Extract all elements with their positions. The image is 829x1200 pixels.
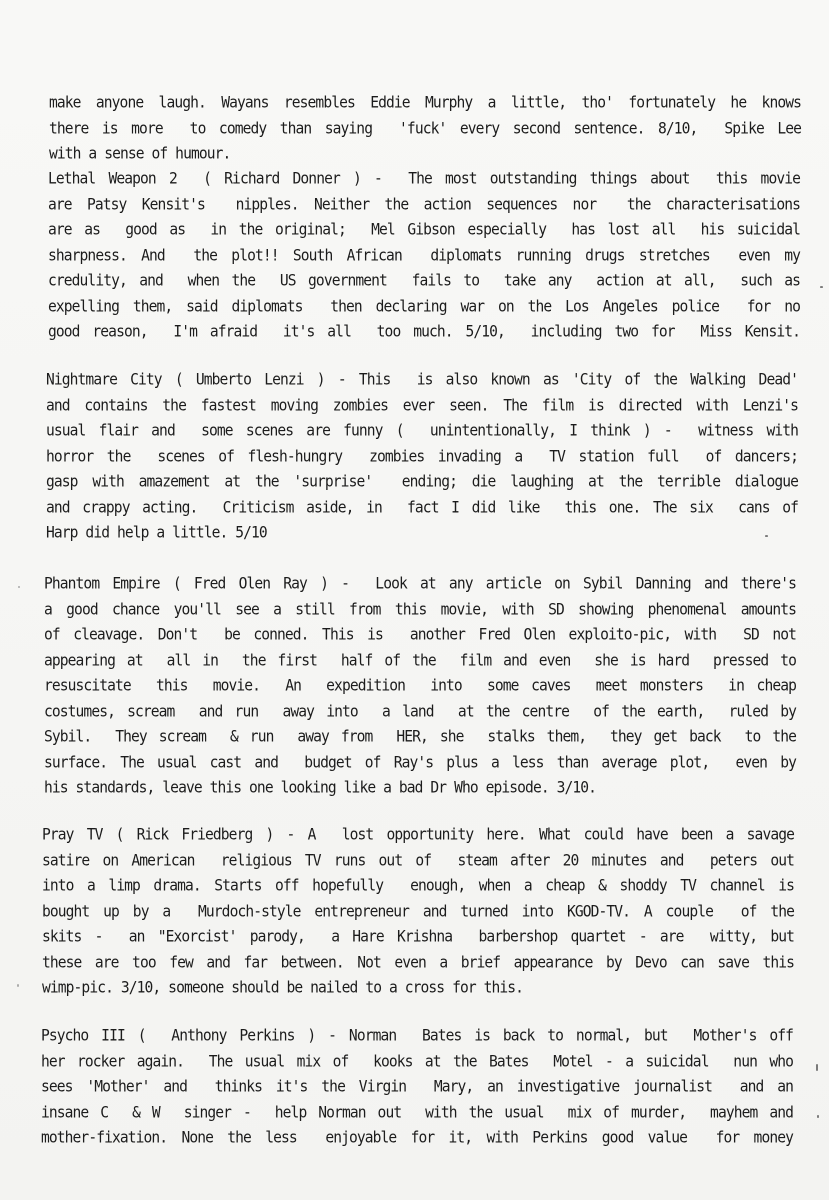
text-line: are Patsy Kensit's nipples. Neither the action sequences nor the characterisations (48, 194, 800, 214)
text-line: Sybil. They scream & run away from HER, she stalks them, they get back to the (44, 727, 796, 746)
text-line: expelling them, said diplomats then declaring war on the Los Angeles police for no (48, 296, 800, 316)
text-line: wimp-pic. 3/10, someone should be nailed to a cross for this. (42, 978, 524, 997)
text-line: satire on American religious TV runs out of steam after 20 minutes and peters out (42, 850, 794, 870)
text-line: gasp with amazement at the 'surprise' ending; die laughing at the terrible dialogue (46, 472, 798, 491)
review-heading-line: Nightmare City ( Umberto Lenzi ) - This is also known as 'City of the Walking Dead' (46, 370, 798, 389)
text-line: his standards, leave this one looking like a bad Dr Who episode. 3/10. (44, 778, 597, 797)
review-continuation (49, 90, 801, 167)
text-line: Harp did help a little. 5/10 (46, 523, 267, 542)
review-heading-line: Lethal Weapon 2 ( Richard Donner ) - The most outstanding things about this movie (48, 169, 800, 188)
text-line: mother-fixation. None the less enjoyable for it, with Perkins good value for money (41, 1128, 793, 1147)
scan-speck (820, 286, 823, 288)
review-pray-tv (42, 822, 794, 1001)
text-line: a good chance you'll see a still from this movie, with SD showing phenomenal amounts (44, 599, 796, 619)
text-line: surface. The usual cast and budget of Ray's plus a less than average plot, even by (44, 752, 796, 772)
text-line: these are too few and far between. Not even a brief appearance by Devo can save this (42, 952, 794, 972)
scan-speck (816, 1064, 818, 1071)
scan-speck (765, 535, 768, 537)
review-lethal-weapon-2 (48, 166, 800, 345)
text-line: credulity, and when the US government fails to take any action at all, such as (48, 271, 800, 290)
review-phantom-empire (44, 571, 796, 801)
text-line: of cleavage. Don't be conned. This is another Fred Olen exploito-pic, with SD not (44, 625, 796, 644)
review-psycho-iii (41, 1023, 793, 1151)
scan-speck (817, 1115, 819, 1118)
text-line: are as good as in the original; Mel Gibson especially has lost all his suicidal (48, 220, 800, 239)
text-line: resuscitate this movie. An expedition into some caves meet monsters in cheap (44, 676, 796, 695)
text-line: make anyone laugh. Wayans resembles Eddie Murphy a little, tho' fortunately he knows (49, 93, 801, 112)
text-line: and crappy acting. Criticism aside, in fact I did like this one. The six cans of (46, 497, 798, 517)
text-line: and contains the fastest moving zombies ever seen. The film is directed with Lenzi's (46, 395, 798, 415)
text-line: costumes, scream and run away into a land at the centre of the earth, ruled by (44, 701, 796, 721)
text-line: insane C & W singer - help Norman out with the usual mix of murder, mayhem and (41, 1102, 793, 1122)
text-line: sharpness. And the plot!! South African diplomats running drugs stretches even my (48, 245, 800, 265)
text-line: horror the scenes of flesh-hungry zombies invading a TV station full of dancers; (46, 446, 798, 466)
text-line: sees 'Mother' and thinks it's the Virgin Mary, an investigative journalist and an (41, 1077, 793, 1096)
text-line: into a limp drama. Starts off hopefully enough, when a cheap & shoddy TV channel is (42, 876, 794, 895)
text-line: usual flair and some scenes are funny ( unintentionally, I think ) - witness with (46, 421, 798, 440)
review-heading-line: Phantom Empire ( Fred Olen Ray ) - Look at any article on Sybil Danning and there's (44, 574, 796, 593)
text-line: appearing at all in the first half of the film and even she is hard pressed to (44, 650, 796, 670)
scan-speck (18, 586, 20, 588)
text-line: good reason, I'm afraid it's all too much. 5/10, including two for Miss Kensit. (48, 322, 800, 341)
text-line: there is more to comedy than saying 'fuck' every second sentence. 8/10, Spike Lee (49, 118, 801, 138)
review-nightmare-city (46, 367, 798, 546)
text-line: skits - an "Exorcist' parody, a Hare Krishna barbershop quartet - are witty, but (42, 927, 794, 946)
text-line: with a sense of humour. (49, 144, 231, 163)
review-heading-line: Pray TV ( Rick Friedberg ) - A lost opportunity here. What could have been a savage (42, 825, 794, 844)
text-line: her rocker again. The usual mix of kooks at the Bates Motel - a suicidal nun who (41, 1051, 793, 1071)
scan-speck (17, 984, 19, 987)
text-line: bought up by a Murdoch-style entrepreneur and turned into KGOD-TV. A couple of the (42, 901, 794, 921)
review-heading-line: Psycho III ( Anthony Perkins ) - Norman Bates is back to normal, but Mother's off (41, 1026, 793, 1045)
